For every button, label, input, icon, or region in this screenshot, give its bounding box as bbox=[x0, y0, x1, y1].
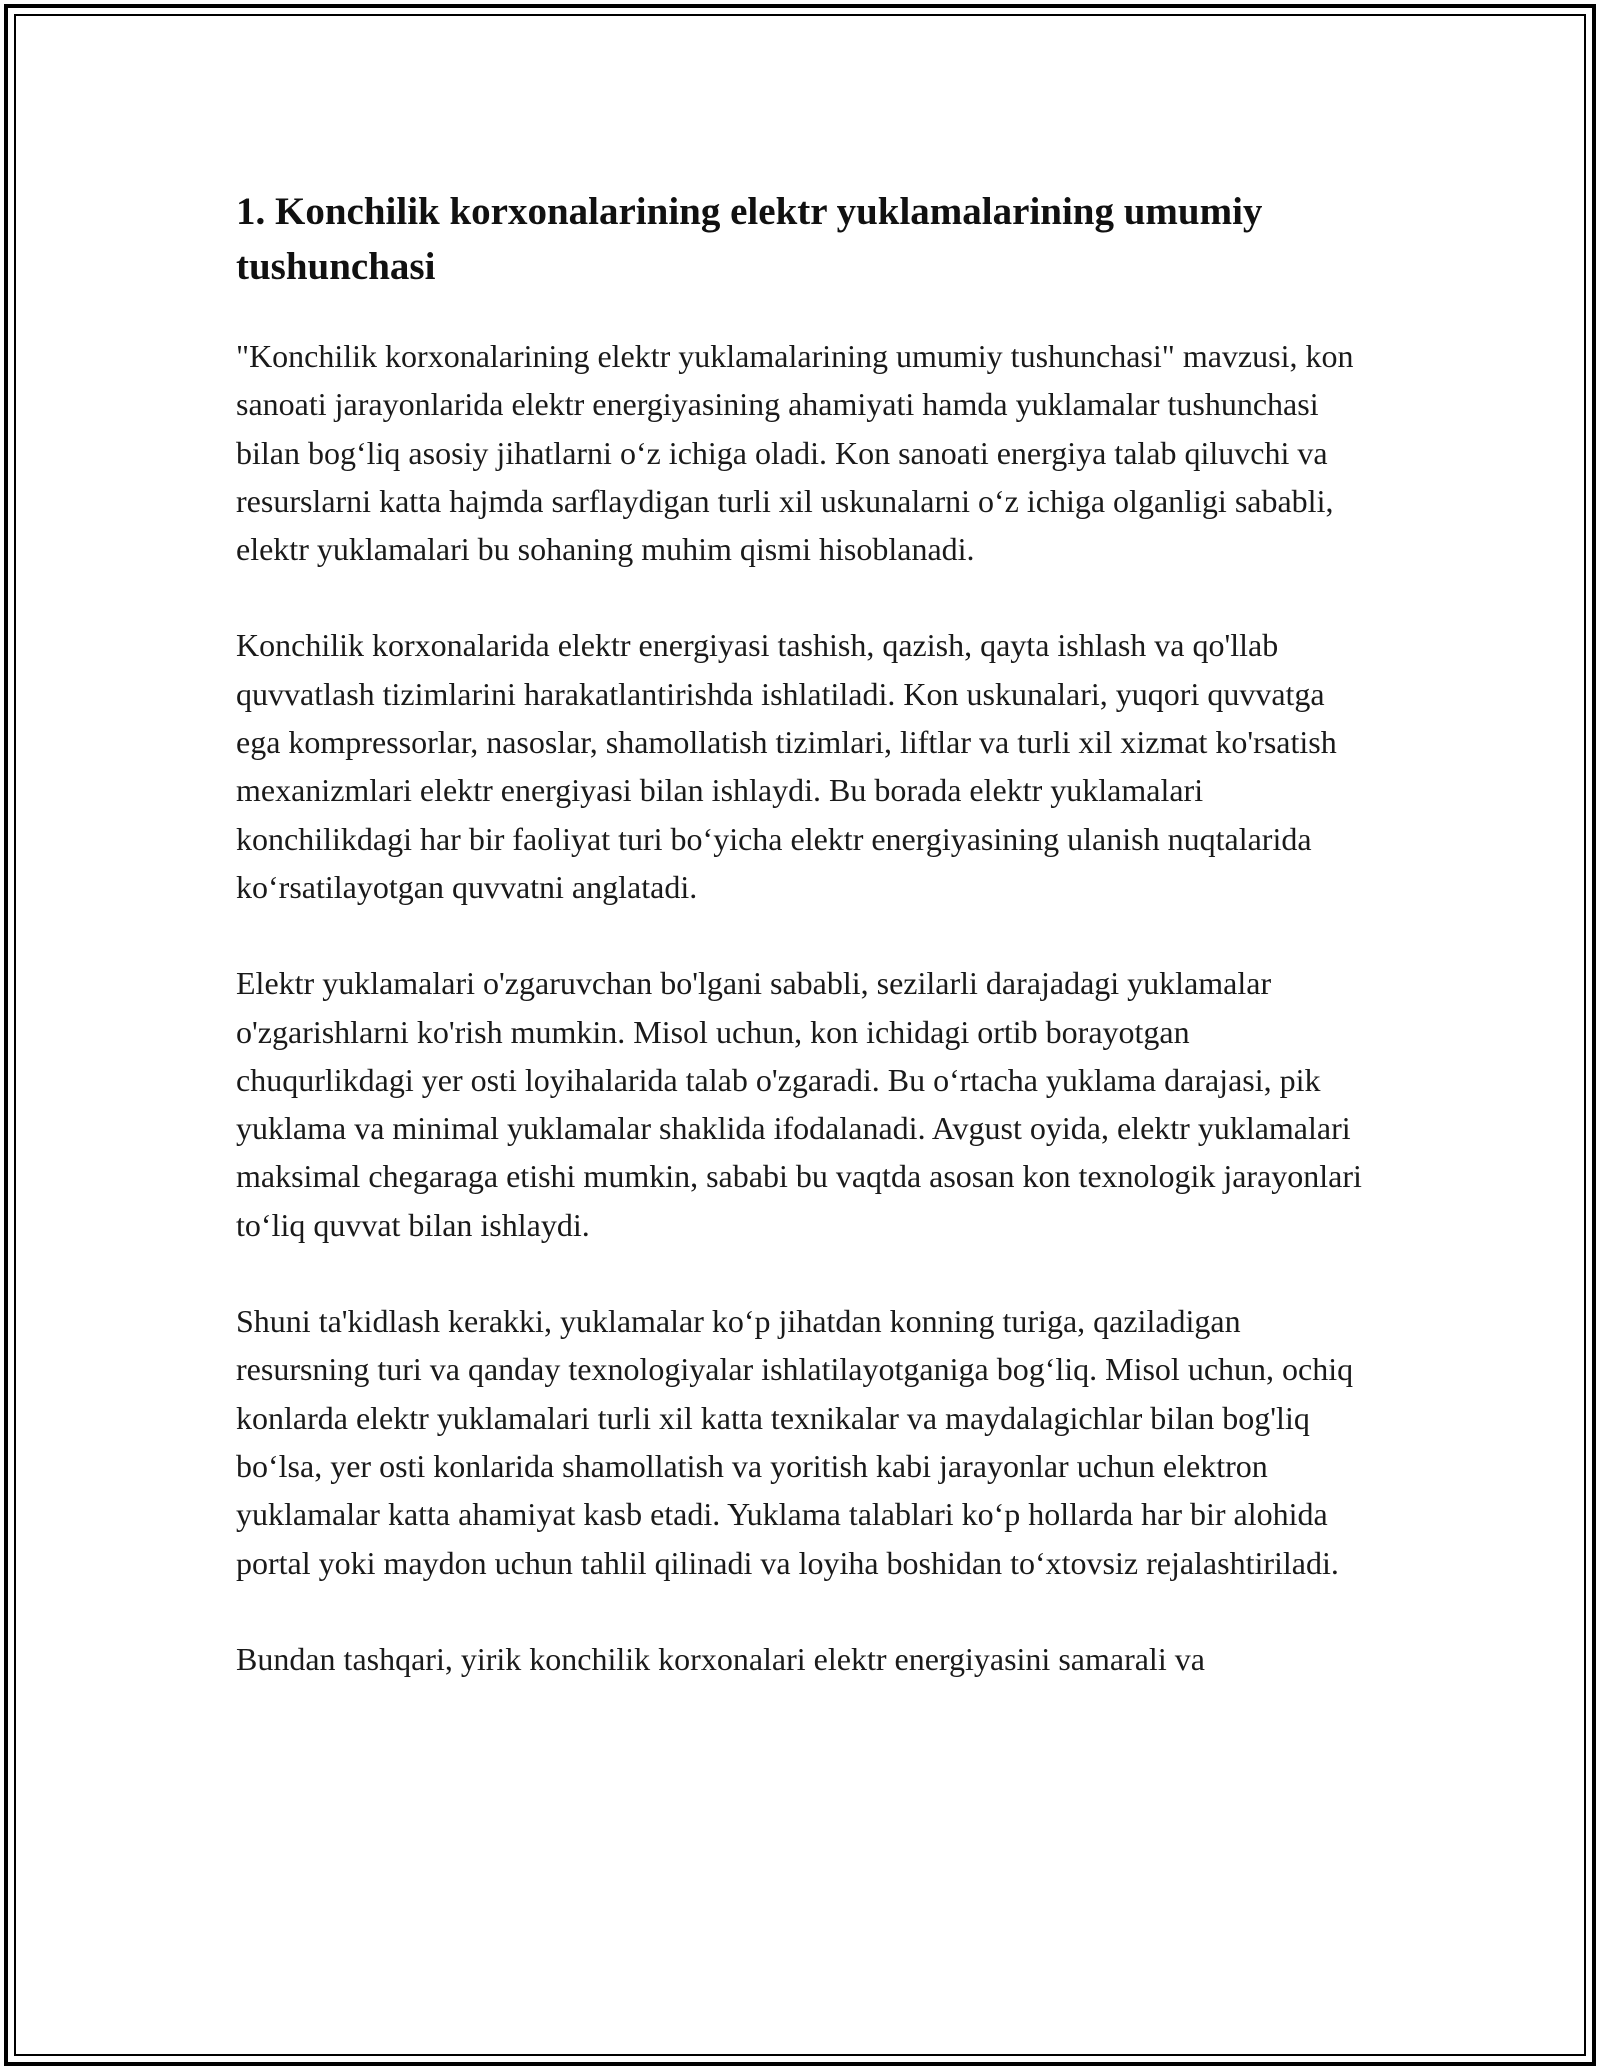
paragraph-1: "Konchilik korxonalarining elektr yuklamalarining umumiy tushunchasi" mavzusi, kon sanoati jarayonlarida elektr energiyasining ahamiyati hamda yuklamalar tushunchasi bilan bogʻliq asosiy jihatlarni oʻz ichiga oladi. Kon sanoati energiya talab qiluvchi va resurslarni katta hajmda sarflaydigan turli xil uskunalarni oʻz ichiga olganligi sababli, elektr yuklamalari bu sohaning muhim qismi hisoblanadi. bbox=[236, 338, 1354, 568]
paragraph-2: Konchilik korxonalarida elektr energiyasi tashish, qazish, qayta ishlash va qo'llab quvvatlash tizimlarini harakatlantirishda ishlatiladi. Kon uskunalari, yuqori quvvatga ega kompressorlar, nasoslar, shamollatish tizimlari, liftlar va turli xil xizmat ko'rsatish mexanizmlari elektr energiyasi bilan ishlaydi. Bu borada elektr yuklamalari konchilikdagi har bir faoliyat turi boʻyicha elektr energiyasining ulanish nuqtalarida koʻrsatilayotgan quvvatni anglatadi. bbox=[236, 627, 1337, 905]
paragraph-3: Elektr yuklamalari o'zgaruvchan bo'lgani sababli, sezilarli darajadagi yuklamalar o'zgarishlarni ko'rish mumkin. Misol uchun, kon ichidagi ortib borayotgan chuqurlikdagi yer osti loyihalarida talab o'zgaradi. Bu oʻrtacha yuklama darajasi, pik yuklama va minimal yuklamalar shaklida ifodalanadi. Avgust oyida, elektr yuklamalari maksimal chegaraga etishi mumkin, sababi bu vaqtda asosan kon texnologik jarayonlari toʻliq quvvat bilan ishlaydi. bbox=[236, 965, 1362, 1243]
document-body bbox=[236, 184, 1368, 1731]
paragraph-5: Bundan tashqari, yirik konchilik korxonalari elektr energiyasini samarali va bbox=[236, 1640, 1205, 1677]
paragraph-4: Shuni ta'kidlash kerakki, yuklamalar koʻp jihatdan konning turiga, qaziladigan resursning turi va qanday texnologiyalar ishlatilayotganiga bogʻliq. Misol uchun, ochiq konlarda elektr yuklamalari turli xil katta texnikalar va maydalagichlar bilan bog'liq boʻlsa, yer osti konlarida shamollatish va yoritish kabi jarayonlar uchun elektron yuklamalar katta ahamiyat kasb etadi. Yuklama talablari koʻp hollarda har bir alohida portal yoki maydon uchun tahlil qilinadi va loyiha boshidan toʻxtovsiz rejalashtiriladi. bbox=[236, 1303, 1354, 1581]
section-heading: 1. Konchilik korxonalarining elektr yuklamalarining umumiy tushunchasi bbox=[236, 190, 1263, 288]
